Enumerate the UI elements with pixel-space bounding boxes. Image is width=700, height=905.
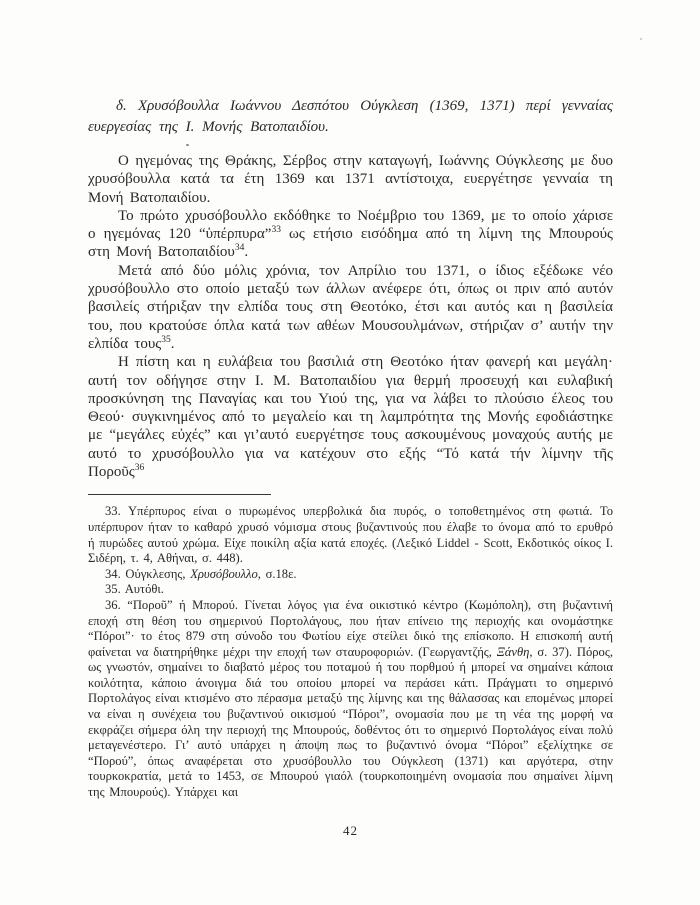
- footnote-35-text: 35. Αυτόθι.: [105, 582, 164, 597]
- footnote-33: [88, 504, 613, 566]
- footnote-33-text: 33. Υπέρπυρος είναι ο πυρωμένος υπερβολικά δια πυρός, ο τοποθετημένος στη φωτιά. Το υπέρπυρον ήταν το καθαρό χρυσό νόμισμα στους βυζαντινούς που έλαβε το όνομα από το ερυθρό ή πυρώδες αυτού χρώμα. Είχε ποικίλη αξία κατά εποχές. (Λεξικό Liddel - Scott, Εκδοτικός οίκος Ι. Σιδέρη, τ. 4, Αθήναι, σ. 448).: [88, 504, 613, 566]
- paragraph-2-text: .: [244, 244, 249, 261]
- footnote-ref-36: 36: [134, 463, 145, 474]
- paragraph-1: [88, 152, 613, 207]
- paragraph-2: [88, 207, 613, 262]
- footnote-34: [88, 567, 613, 583]
- paragraph-4-text: Η πίστη και η ευλάβεια του βασιλιά στη Θεοτόκο ήταν φανερή και μεγάλη· αυτή τον οδήγησε στην Ι. Μ. Βατοπαιδίου για θερμή προσευχή και ευλαβική προσκύνηση της Παναγίας και του Υιού της, για να λάβει το πλούσιο έλεος του Θεού· συγκινημένος από το μεγαλείο και τη λαμπρότητα της Μονής εφοδιάστηκε με “μεγάλες εὐχές” και γι’αυτό ευεργέτησε τους ασκουμένους μοναχούς αυτής με αυτό το χρυσόβουλλο για να κατέχουν στο εξής “Τό κατά τήν λίμνην τῆς Ποροῦς: [88, 354, 613, 481]
- text-block: [88, 96, 613, 801]
- paragraph-1-text: Ο ηγεμόνας της Θράκης, Σέρβος στην καταγωγή, Ιωάννης Ούγκλεσης με δυο χρυσόβουλλα κατά τα έτη 1369 και 1371 αντίστοιχα, ευεργέτησε γενναία τη Μονή Βατοπαιδίου.: [88, 153, 613, 206]
- section-heading-text: δ. Χρυσόβουλλα Ιωάννου Δεσπότου Ούγκλεση (1369, 1371) περί γενναίας ευεργεσίας της Ι. Μονής Βατοπαιδίου.: [88, 98, 613, 135]
- paragraph-2-text: Το πρώτο χρυσόβουλλο εκδόθηκε το Νοέμβριο του 1369, με το οποίο χάρισε ο ηγεμόνας 120 “ὑπέρπυρα”: [88, 207, 613, 243]
- paragraph-3-text: Μετά από δύο μόλις χρόνια, τον Απρίλιο του 1371, ο ίδιος εξέδωκε νέο χρυσόβουλλο στο οποίο μεταξύ των άλλων ανέφερε ότι, όπως οι πριν από αυτόν βασιλείς στήριξαν την ελπίδα τους στη Θεοτόκο, έτσι και αυτός και η βασιλεία του, που κρατούσε όπλα κατά των αθέων Μουσουλμάνων, στήριζαν σ’ αυτήν την ελπίδα τους: [88, 262, 613, 352]
- footnote-ref-33: 33: [271, 225, 281, 236]
- footnote-35: [88, 582, 613, 598]
- footnote-ref-35: 35: [161, 334, 171, 345]
- footnote-36-italic-title: Ξάνθη: [496, 644, 530, 659]
- footnote-36: [88, 598, 613, 801]
- paragraph-4: [88, 353, 613, 481]
- paragraph-3-text: .: [170, 335, 175, 352]
- paragraph-3: [88, 262, 613, 353]
- footnote-ref-34: 34: [234, 243, 245, 254]
- footnote-36-text: 36. “Ποροῦ” ή Μπορού. Γίνεται λόγος για ένα οικιστικό κέντρο (Κωμόπολη), στη βυζαντινή εποχή στη θέση του σημερινού Πορτολάγους, που ήταν επίνειο της περιοχής και ονομάστηκε “Πόροι”· το έτος 879 στη σύνοδο του Φωτίου είχε στείλει δικό της επίσκοπο. Η επισκοπή αυτή φαίνεται να διατηρήθηκε μέχρι την εποχή των σταυροφοριών. (Γεωργαντζής,: [88, 597, 613, 659]
- paragraph-2-text: ως ετήσιο εισόδημα από τη λίμνη της Μπουρούς στη Μονή Βατοπαιδίου: [88, 226, 613, 261]
- page-number: 42: [343, 823, 358, 838]
- footnote-34-text: , σ.18ε.: [257, 566, 297, 581]
- footnote-separator: [88, 494, 271, 495]
- section-heading: [88, 96, 613, 138]
- scan-speck: [640, 38, 642, 40]
- footnote-34-italic-title: Χρυσόβουλλο: [190, 566, 258, 581]
- footnote-36-text: , σ. 37). Πόρος, ως γνωστόν, σημαίνει το διαβατό μέρος του ποταμού ή του πορθμού ή μπορεί να σημαίνει κάποια κοιλότητα, κάποιο άνοιγμα διά του οποίου μπορεί να περάσει κάτι. Πράγματι το σημερινό Πορτολάγος είναι κτισμένο στο πέρασμα μεταξύ της λίμνης και της θάλασσας και επομένως μπορεί να είναι η συνέχεια του βυζαντινού οικισμού “Πόροι”, ονομασία που με τη νέα της μορφή να εκφράζει σήμερα όλη την περιοχή της Μπουρούς, δοθέντος ότι το σημερινό Πορτολάγος είναι πολύ μεταγενέστερο. Γι’ αυτό υπάρχει η άποψη πως το βυζαντινό όνομα “Πόροι” εξελίχτηκε σε “Πορού”, όπως αναφέρεται στο χρυσόβουλλο του Ούγκλεση (1371) και αργότερα, στην τουρκοκρατία, μετά το 1453, σε Μπουρού γιαόλ (τουρκοποιημένη ονομασία που σημαίνει λίμνη της Μπουρούς). Υπάρχει και: [88, 644, 613, 800]
- footnote-34-text: 34. Ούγκλεσης,: [105, 566, 191, 581]
